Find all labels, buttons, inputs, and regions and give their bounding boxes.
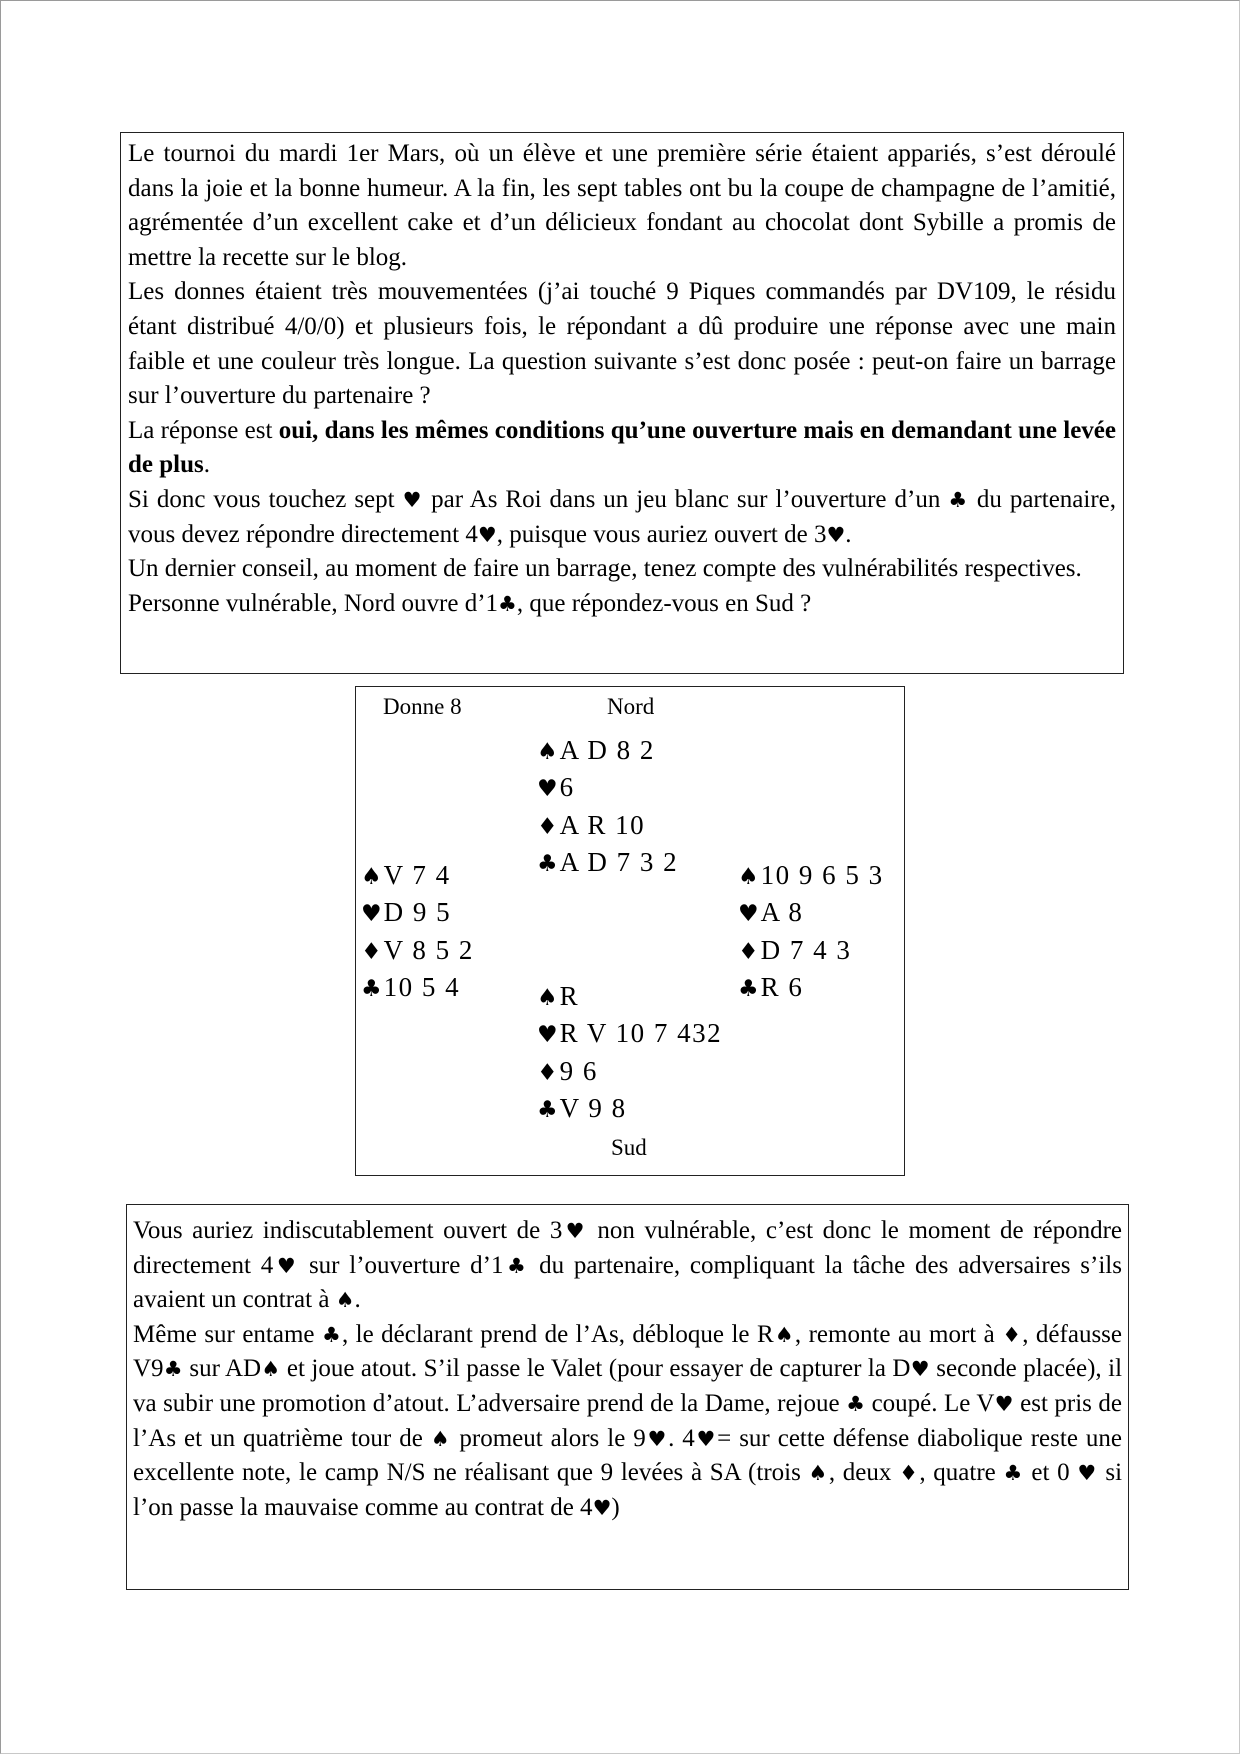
card-list: A R 10 [559,809,646,840]
text-run: par As Roi dans un jeu blanc sur l’ouverture d’un [423,485,949,513]
intro-paragraph-6 [128,587,1116,622]
club-icon: ♣ [321,1322,342,1347]
intro-paragraph-4 [128,483,1116,552]
west-diamonds [361,933,474,970]
card-list: D 9 5 [383,897,452,928]
text-run: Même sur entame [133,1320,322,1348]
heart-icon: ♥ [694,1426,718,1451]
heart-icon: ♥ [592,1495,612,1520]
heart-icon: ♥ [910,1357,930,1382]
card-list: 10 5 4 [383,972,461,1003]
south-label: Sud [611,1135,647,1160]
text-run: , défausse V9 [133,1320,1123,1383]
text-run: , le déclarant prend de l’As, débloque le R [341,1320,774,1348]
heart-icon: ♥ [645,1426,669,1451]
heart-icon: ♥ [361,901,382,928]
club-icon: ♣ [503,1253,530,1278]
diamond-icon: ♦ [899,1461,920,1486]
card-list: R [559,981,580,1011]
text-run: , quatre [919,1459,1004,1487]
card-list: 9 6 [559,1055,598,1086]
solution-box [126,1204,1129,1590]
text-run: du partenaire, compliquant la tâche des adversaires s’ils avaient un contrat à [133,1251,1122,1314]
card-list: A 8 [760,897,804,928]
card-list: 10 9 6 5 3 [760,860,884,890]
spade-icon: ♠ [430,1426,452,1451]
text-run: , puisque vous auriez ouvert de 3 [496,520,827,548]
south-diamonds [537,1054,722,1091]
text-run: sur l’ouverture d’1 [299,1251,504,1279]
heart-icon: ♥ [826,522,846,547]
text-run: Si donc vous touchez sept [128,485,403,513]
bold-answer: oui, dans les mêmes conditions qu’une ouverture mais en demandant une levée de plus [128,416,1116,479]
south-hand [537,979,722,1129]
card-list: A D 7 3 2 [559,847,679,878]
north-label: Nord [607,694,655,719]
club-icon: ♣ [846,1391,866,1416]
diamond-icon: ♦ [361,938,382,965]
text-run: du partenaire, vous devez répondre directement 4 [128,485,1117,548]
east-hearts [738,895,884,932]
text-run: et joue atout. S’il passe le Valet (pour essayer de capturer la D [280,1355,911,1383]
spade-icon: ♠ [361,864,382,890]
deal-label: Donne 8 [383,694,462,719]
club-icon: ♣ [537,851,558,878]
solution-paragraph-1 [133,1214,1122,1318]
card-list: V 7 4 [383,860,451,890]
diamond-icon: ♦ [537,813,558,840]
diamond-icon: ♦ [537,1059,558,1086]
club-icon: ♣ [163,1357,183,1382]
south-clubs [537,1091,722,1128]
intro-paragraph-2: Les donnes étaient très mouvementées (j’ai touché 9 Piques commandés par DV109, le résidu étant distribué 4/0/0) et plusieurs fois, le répondant a dû produire une réponse avec une main faible et une couleur très longue. La question suivante s’est donc posée : peut-on faire un barrage sur l’ouverture du partenaire ? [128,278,1116,410]
card-list: 6 [559,772,575,803]
club-icon: ♣ [948,487,969,512]
north-hand [537,733,678,883]
spade-icon: ♠ [738,864,759,890]
club-icon: ♣ [537,1097,558,1124]
deal-diagram [355,686,905,1176]
card-list: V 9 8 [559,1093,627,1124]
east-spades [738,858,884,895]
text-run: . [354,1286,361,1314]
card-list: D 7 4 3 [760,934,852,965]
text-run: , deux [828,1459,900,1487]
text-run: sur AD [182,1355,262,1383]
west-clubs [361,970,474,1007]
heart-icon: ♥ [537,776,558,803]
text-run: promeut alors le 9 [451,1424,646,1452]
north-clubs [537,845,678,882]
intro-paragraph-3 [128,414,1116,483]
east-clubs [738,970,884,1007]
east-hand [738,858,884,1008]
spade-icon: ♠ [808,1461,829,1486]
text-run: La réponse est [128,416,279,444]
text-run: . [203,451,210,479]
spade-icon: ♠ [335,1288,355,1313]
card-list: V 8 5 2 [383,934,474,965]
text-run: , remonte au mort à [794,1320,1003,1348]
heart-icon: ♥ [402,487,424,512]
text-run: . [845,520,852,548]
text-run: seconde placée), il va subir une promotion d’atout. L’adversaire prend de la Dame, rejoue [133,1355,1123,1417]
heart-icon: ♥ [738,901,759,928]
text-run: et 0 [1023,1459,1078,1487]
text-run: , que répondez-vous en Sud ? [516,589,812,617]
card-list: R V 10 7 432 [559,1018,723,1049]
text-run: est pris de l’As et un quatrième tour de [133,1389,1122,1452]
card-list: A D 8 2 [559,735,655,765]
intro-box [120,132,1124,674]
east-diamonds [738,933,884,970]
text-run: coupé. Le V [865,1389,995,1417]
text-run: . 4 [668,1424,695,1452]
club-icon: ♣ [738,976,759,1003]
solution-paragraph-2 [133,1318,1122,1526]
south-hearts [537,1016,722,1053]
spade-icon: ♠ [773,1322,795,1347]
text-run: Personne vulnérable, Nord ouvre d’1 [128,589,499,617]
text-run: = sur cette défense diabolique reste une excellente note, le camp N/S ne réalisant que 9 levées à SA (trois [133,1424,1123,1487]
north-hearts [537,770,678,807]
north-spades [537,733,678,770]
west-hand [361,858,474,1008]
heart-icon: ♥ [994,1391,1014,1416]
heart-icon: ♥ [273,1253,300,1278]
club-icon: ♣ [498,591,517,616]
card-list: R 6 [760,972,804,1003]
club-icon: ♣ [1003,1461,1024,1486]
west-hearts [361,895,474,932]
text-run: si l’on passe la mauvaise comme au contrat de 4 [133,1459,1123,1521]
spade-icon: ♠ [537,985,558,1011]
text-run: Vous auriez indiscutablement ouvert de 3 [133,1217,563,1244]
intro-paragraph-1: Le tournoi du mardi 1er Mars, où un élève et une première série étaient appariés, s’est déroulé dans la joie et la bonne humeur. A la fin, les sept tables ont bu la coupe de champagne de l’amitié, agrémentée d’un excellent cake et d’un délicieux fondant au chocolat dont Sybille a promis de mettre la recette sur le blog. [128,140,1116,271]
spade-icon: ♠ [261,1357,281,1382]
heart-icon: ♥ [1077,1461,1098,1486]
heart-icon: ♥ [562,1219,588,1243]
text-run: ) [611,1493,620,1521]
diamond-icon: ♦ [1002,1322,1023,1347]
spade-icon: ♠ [537,739,558,765]
heart-icon: ♥ [537,1022,558,1049]
club-icon: ♣ [361,976,382,1003]
text-run: non vulnérable, c’est donc le moment de répondre directement 4 [133,1217,1123,1279]
diamond-icon: ♦ [738,938,759,965]
west-spades [361,858,474,895]
south-spades [537,979,722,1016]
heart-icon: ♥ [477,522,497,547]
north-diamonds [537,808,678,845]
intro-paragraph-5: Un dernier conseil, au moment de faire un barrage, tenez compte des vulnérabilités respectives. [128,555,1082,583]
